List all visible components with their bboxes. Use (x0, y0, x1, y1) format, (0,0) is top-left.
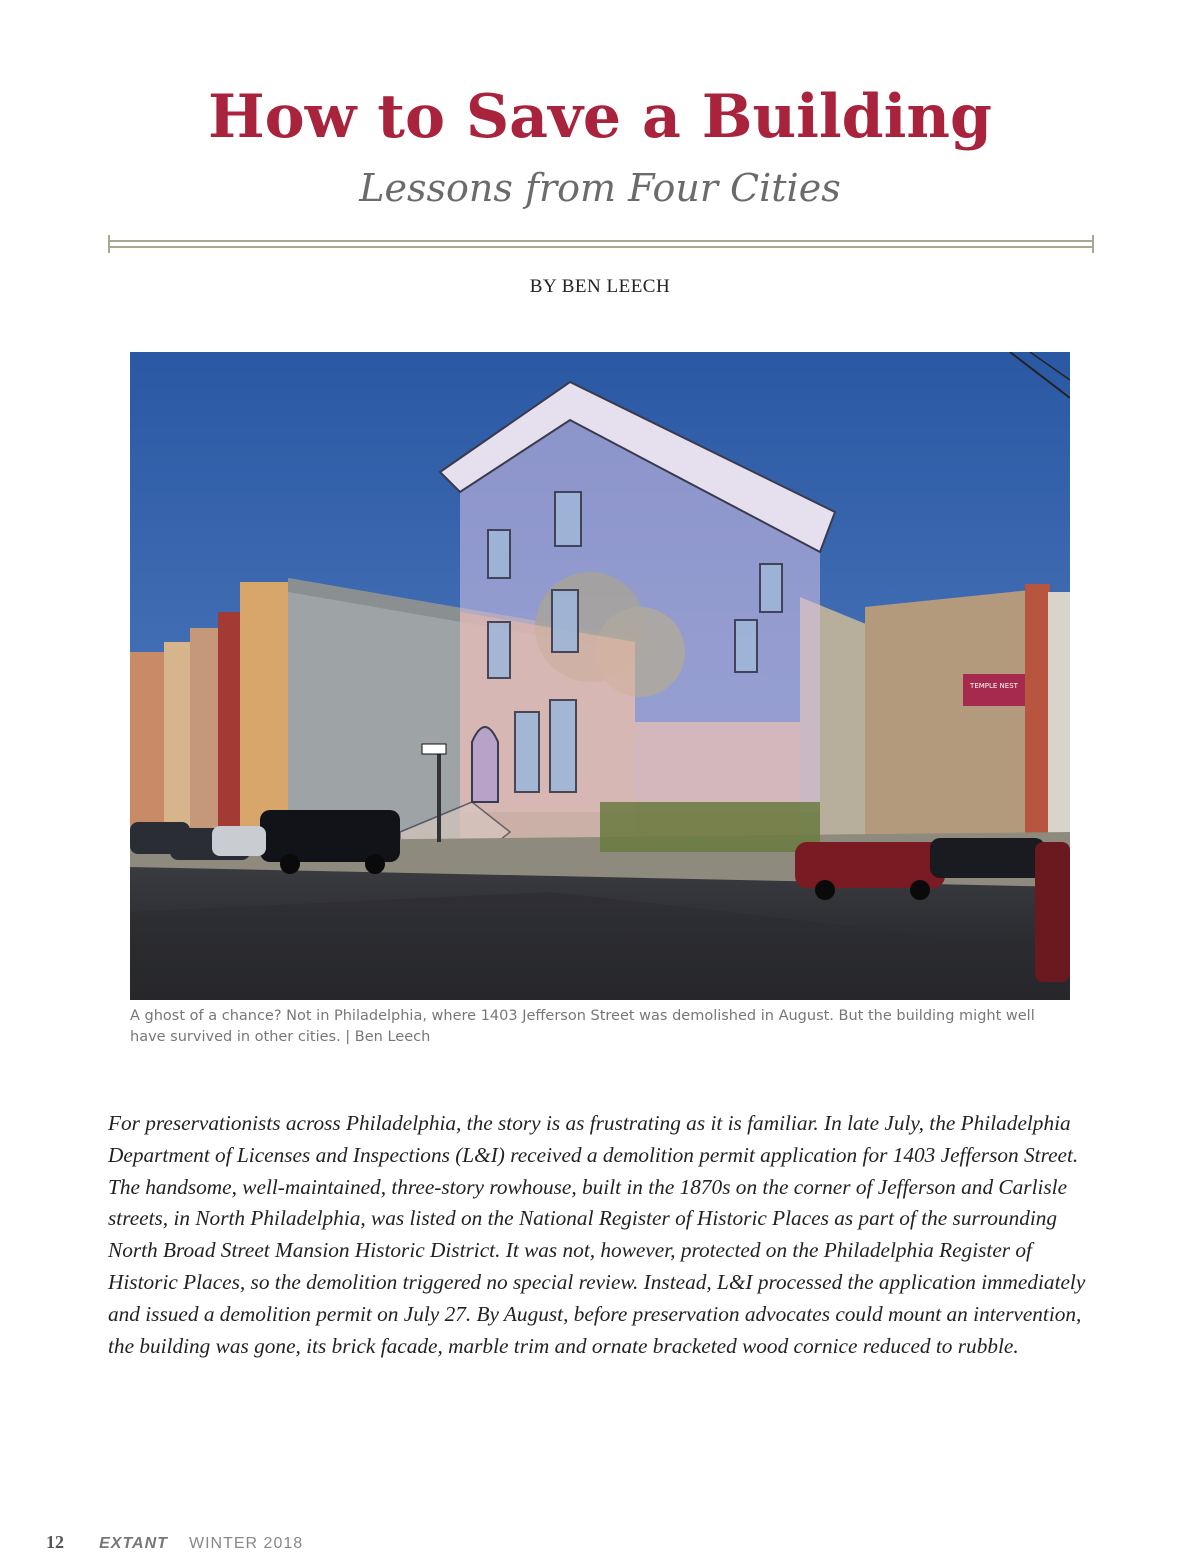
page-number: 12 (46, 1532, 64, 1552)
page-footer (46, 1532, 303, 1556)
byline: BY BEN LEECH (529, 276, 671, 297)
magazine-name: EXTANT (99, 1535, 168, 1552)
issue-label: WINTER 2018 (189, 1535, 304, 1552)
photo-caption: A ghost of a chance? Not in Philadelphia, where 1403 Jefferson Street was demolished in August. But the building might well have survived in other cities. | Ben Leech (130, 1008, 1035, 1045)
article-title: How to Save a Building (207, 82, 992, 152)
title-divider (108, 233, 1094, 255)
article-photo (130, 352, 1070, 1000)
article-body-paragraph: For preservationists across Philadelphia, the story is as frustrating as it is familiar. In late July, the Philadelphia Department of Licenses and Inspections (L&I) received a demolition permit application for 1403 Jefferson Street. The handsome, well-maintained, three-story rowhouse, built in the 1870s on the corner of Jefferson and Carlisle streets, in North Philadelphia, was listed on the National Register of Historic Places as part of the surrounding North Broad Street Mansion Historic District. It was not, however, protected on the Philadelphia Register of Historic Places, so the demolition triggered no special review. Instead, L&I processed the application immediately and issued a demolition permit on July 27. By August, before preservation advocates could mount an intervention, the building was gone, its brick facade, marble trim and ornate bracketed wood cornice reduced to rubble. (108, 1111, 1086, 1358)
article-subtitle: Lessons from Four Cities (359, 166, 841, 210)
sign-text: TEMPLE NEST (970, 682, 1018, 690)
